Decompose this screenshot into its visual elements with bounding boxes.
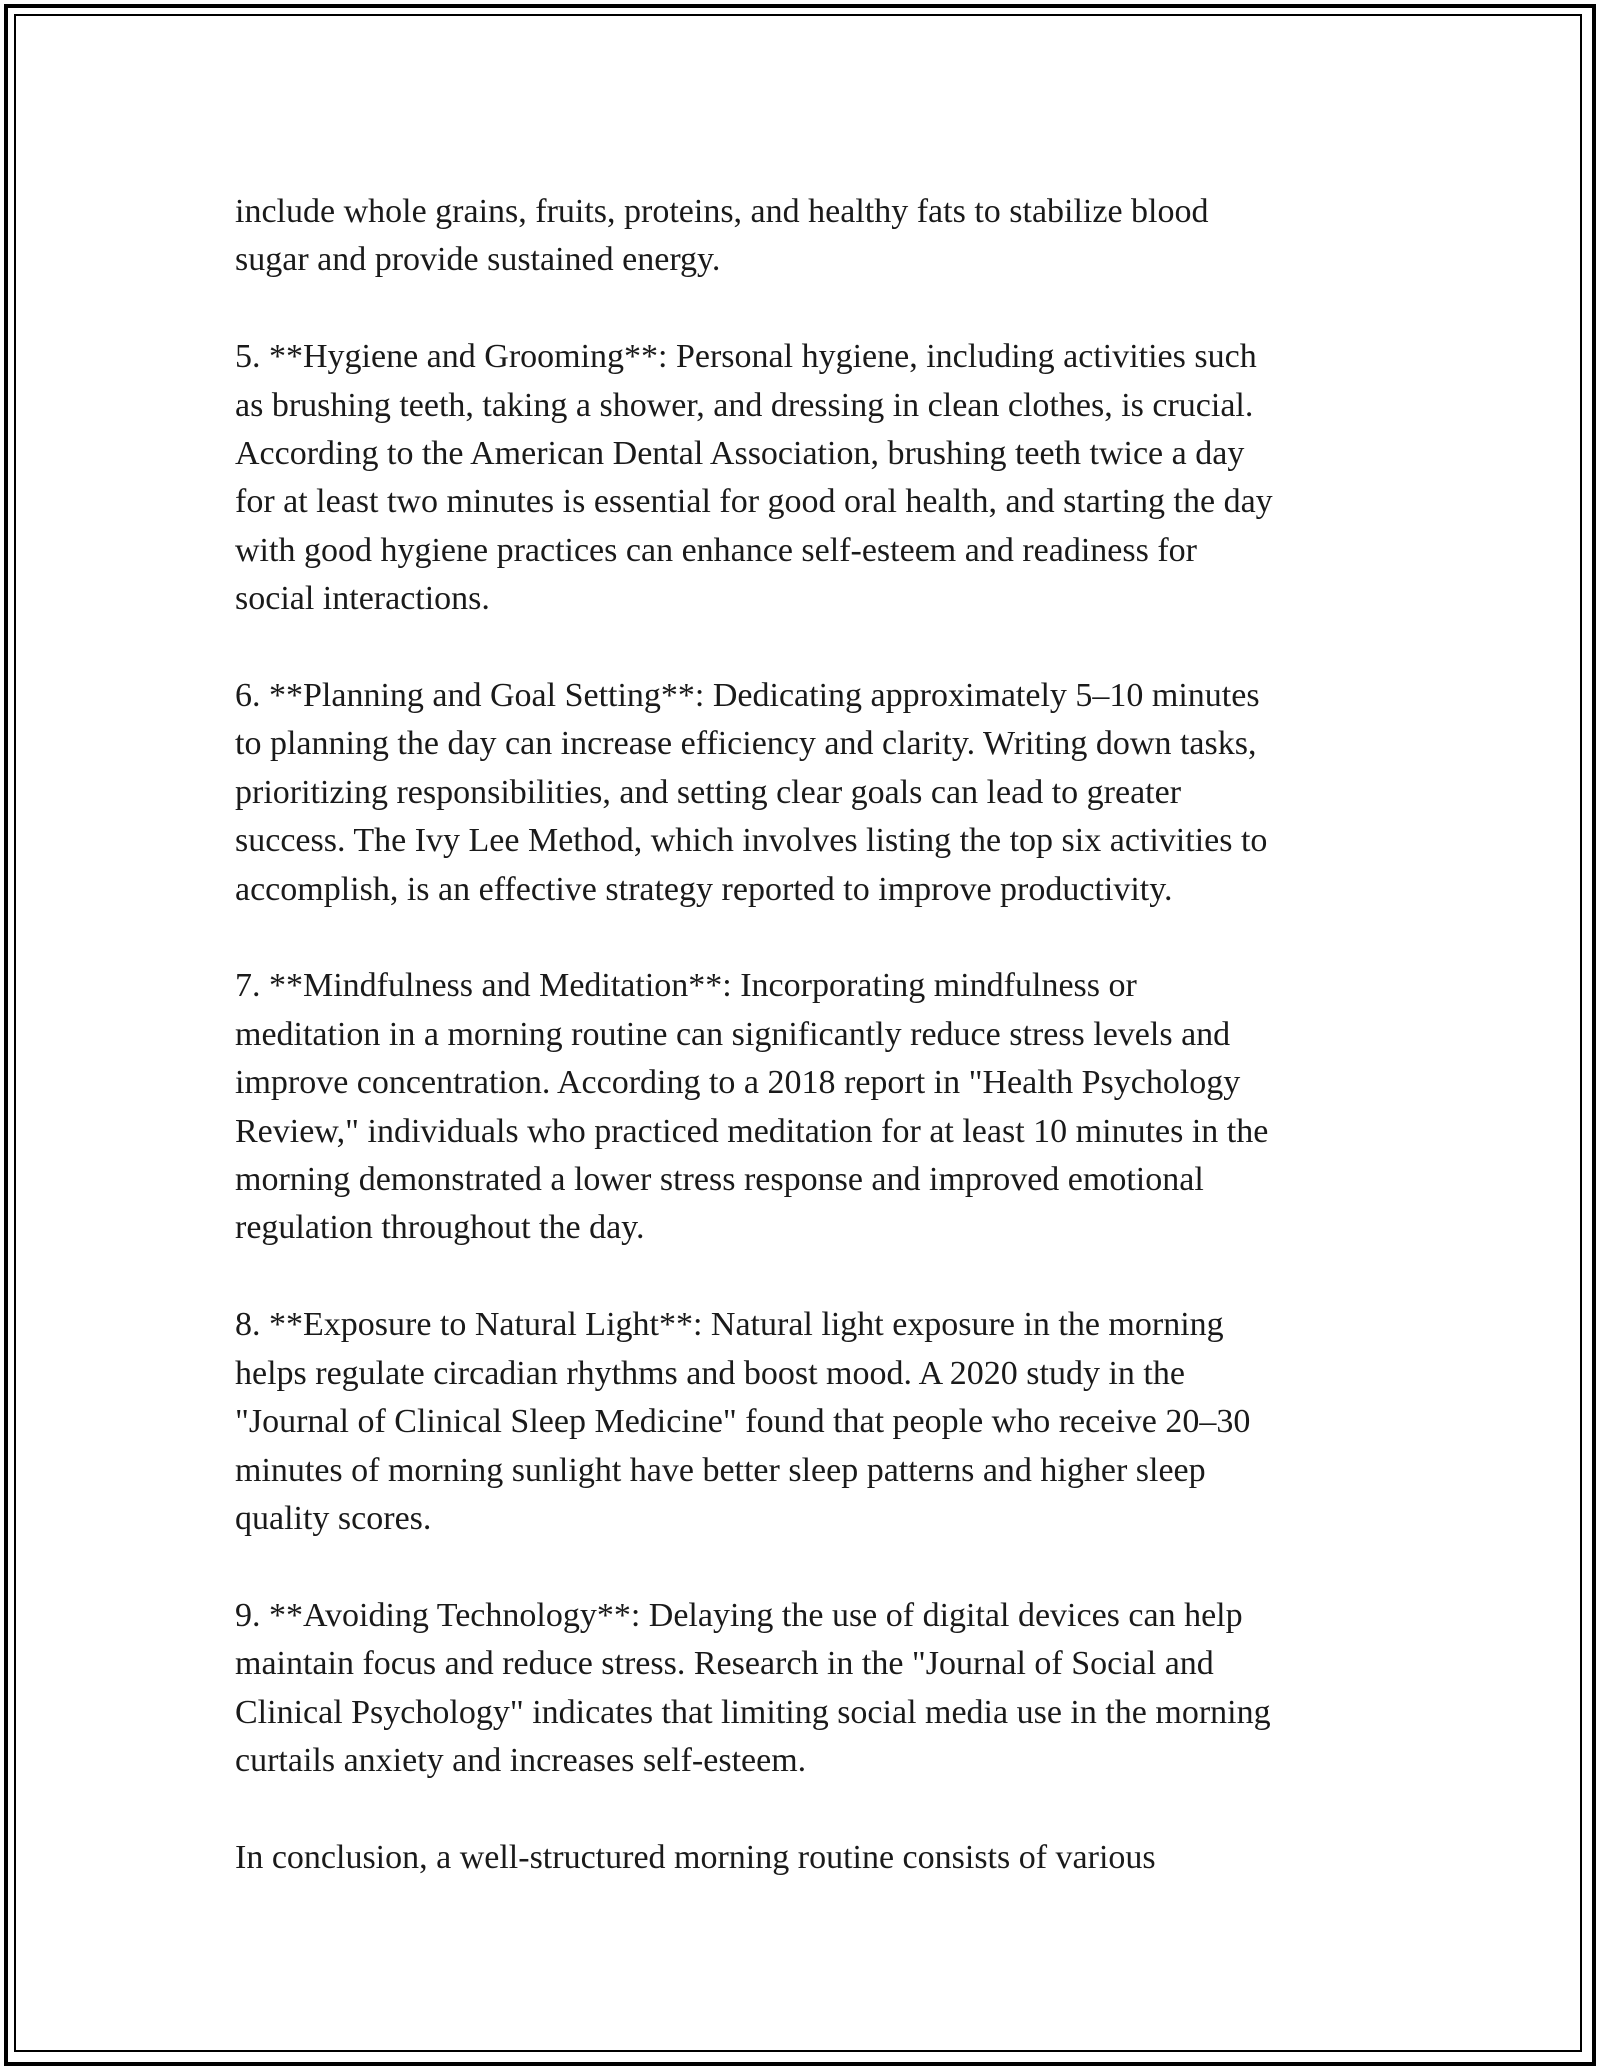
paragraph-hygiene-and-grooming: 5. **Hygiene and Grooming**: Personal hygiene, including activities such as brushing teeth, taking a shower, and dressing in clean clothes, is crucial. According to the American Dental Association, brushing teeth twice a day for at least two minutes is essential for good oral health, and starting the day with good hygiene practices can enhance self-esteem and readiness for social interactions.: [235, 338, 1273, 618]
paragraph-exposure-to-natural-light: 8. **Exposure to Natural Light**: Natural light exposure in the morning helps regulate circadian rhythms and boost mood. A 2020 study in the "Journal of Clinical Sleep Medicine" found that people who receive 20–30 minutes of morning sunlight have better sleep patterns and higher sleep quality scores.: [235, 1306, 1251, 1537]
paragraph-mindfulness-and-meditation: 7. **Mindfulness and Meditation**: Incorporating mindfulness or meditation in a morning routine can significantly reduce stress levels and improve concentration. According to a 2018 report in "Health Psychology Review," individuals who practiced meditation for at least 10 minutes in the morning demonstrated a lower stress response and improved emotional regulation throughout the day.: [235, 967, 1269, 1247]
document-body: [235, 188, 1385, 1882]
paragraph-conclusion: In conclusion, a well-structured morning routine consists of various: [235, 1838, 1156, 1876]
paragraph-planning-and-goal-setting: 6. **Planning and Goal Setting**: Dedicating approximately 5–10 minutes to planning the day can increase efficiency and clarity. Writing down tasks, prioritizing responsibilities, and setting clear goals can lead to greater success. The Ivy Lee Method, which involves listing the top six activities to accomplish, is an effective strategy reported to improve productivity.: [235, 677, 1268, 908]
paragraph-nutrition-continued: include whole grains, fruits, proteins, and healthy fats to stabilize blood sugar and provide sustained energy.: [235, 193, 1209, 279]
paragraph-avoiding-technology: 9. **Avoiding Technology**: Delaying the use of digital devices can help maintain focus and reduce stress. Research in the "Journal of Social and Clinical Psychology" indicates that limiting social media use in the morning curtails anxiety and increases self-esteem.: [235, 1596, 1271, 1779]
